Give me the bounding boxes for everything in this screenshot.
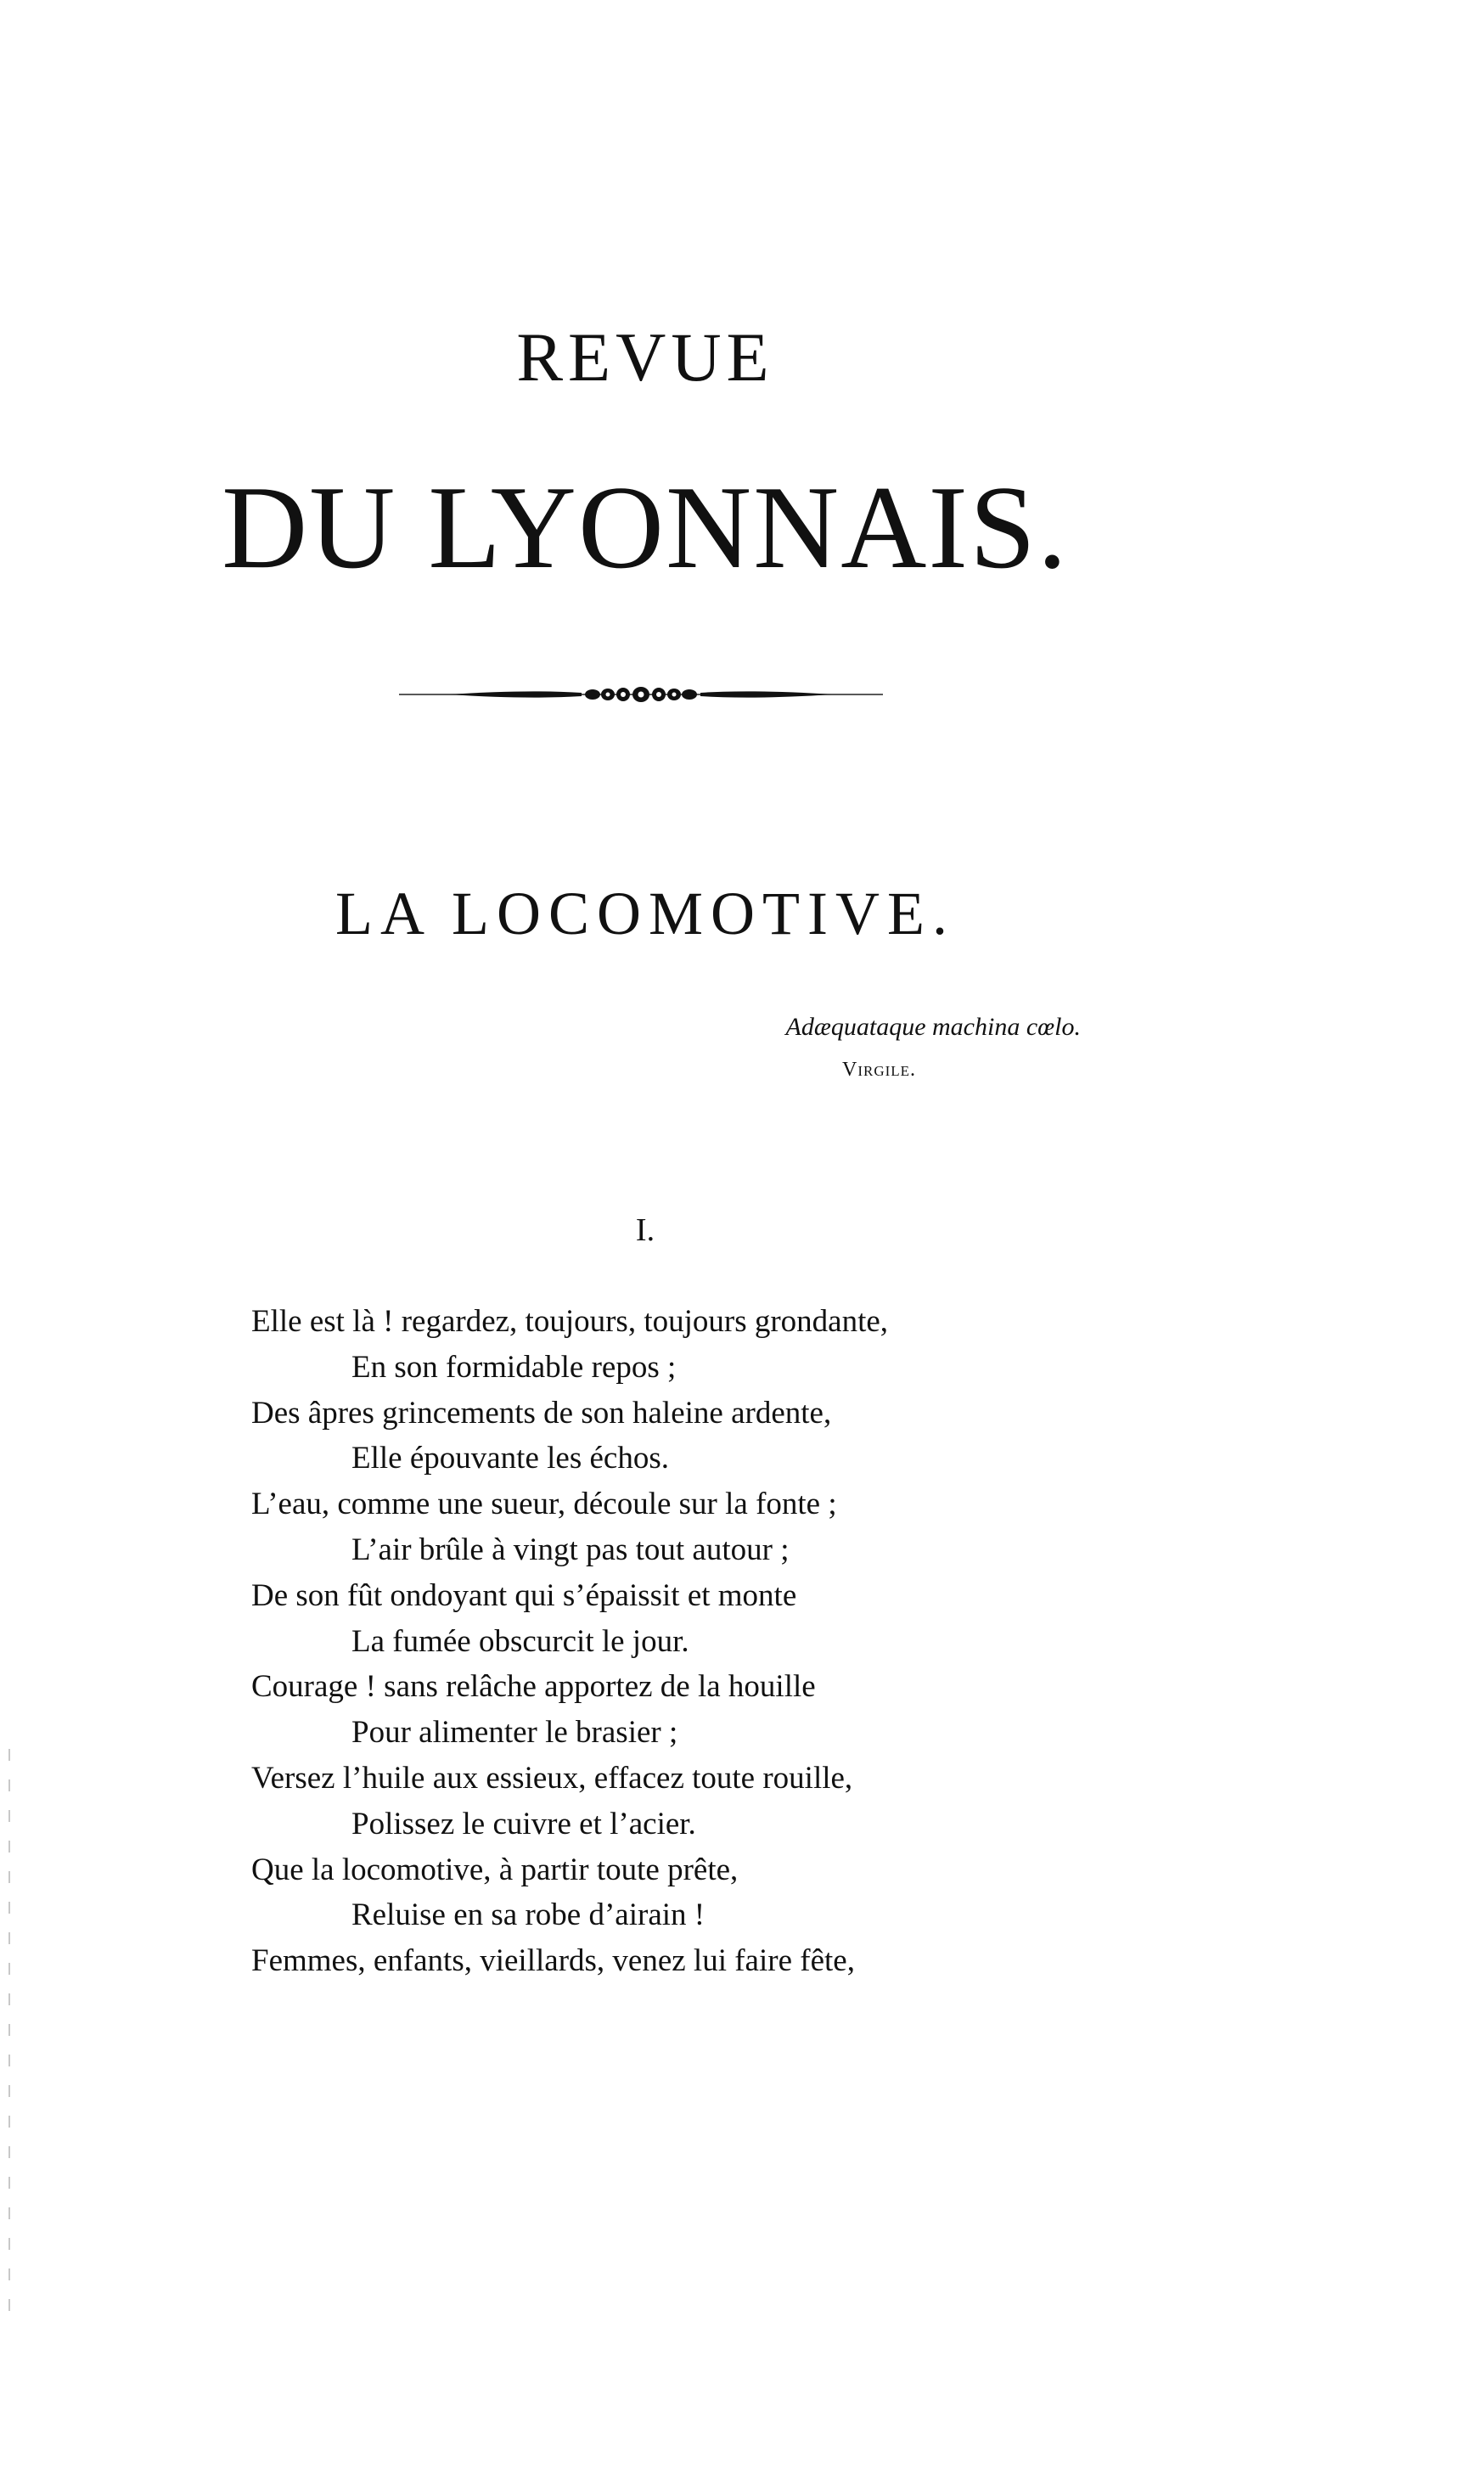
verse-line: Reluise en sa robe d’airain ! (351, 1897, 705, 1933)
journal-title-line2: DU LYONNAIS. (222, 462, 1069, 593)
verse-line: L’eau, comme une sueur, découle sur la fonte ; (251, 1487, 837, 1522)
verse-line: Pour alimenter le brasier ; (351, 1715, 678, 1751)
section-number: I. (635, 1212, 655, 1248)
scan-margin-marks (8, 1749, 12, 2343)
poem-verses (251, 1299, 1100, 1984)
verse-line: Elle épouvante les échos. (351, 1441, 669, 1476)
verse-line: Polissez le cuivre et l’acier. (351, 1806, 696, 1841)
journal-title-line1: REVUE (516, 318, 774, 396)
verse-line: Elle est là ! regardez, toujours, toujours grondante, (251, 1304, 889, 1339)
epigraph-author: Virgile. (842, 1059, 917, 1081)
verse-line: La fumée obscurcit le jour. (351, 1623, 689, 1659)
ornamental-rule-icon (399, 682, 883, 707)
verse-line: Versez l’huile aux essieux, effacez toute rouille, (251, 1760, 853, 1796)
verse-line: En son formidable repos ; (351, 1349, 677, 1385)
verse-line: L’air brûle à vingt pas tout autour ; (351, 1532, 790, 1567)
verse-line: Que la locomotive, à partir toute prête, (251, 1852, 739, 1887)
verse-line: Courage ! sans relâche apportez de la houille (251, 1669, 816, 1705)
verse-line: Des âpres grincements de son haleine ardente, (251, 1395, 832, 1431)
verse-line: Femmes, enfants, vieillards, venez lui faire fête, (251, 1943, 855, 1979)
poem-title: LA LOCOMOTIVE. (335, 880, 955, 947)
epigraph-quote: Adæquataque machina cœlo. (785, 1013, 1081, 1041)
verse-line: De son fût ondoyant qui s’épaissit et monte (251, 1577, 797, 1613)
